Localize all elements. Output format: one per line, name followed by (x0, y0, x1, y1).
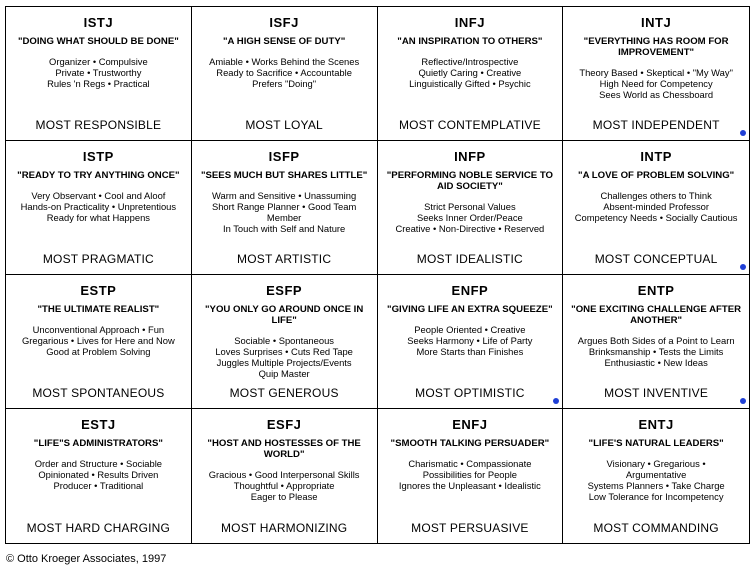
type-motto: "A HIGH SENSE OF DUTY" (222, 36, 346, 47)
type-traits (381, 324, 560, 357)
type-motto: "READY TO TRY ANYTHING ONCE" (17, 170, 180, 181)
trait-line: Possibilities for People (422, 469, 518, 480)
type-cell-intp (563, 141, 749, 275)
type-traits (195, 469, 374, 502)
type-traits (9, 56, 188, 89)
trait-line: Juggles Multiple Projects/Events (216, 357, 352, 368)
trait-line: Gracious • Good Interpersonal Skills (208, 469, 360, 480)
type-motto: "SEES MUCH BUT SHARES LITTLE" (200, 170, 368, 181)
type-motto: "EVERYTHING HAS ROOM FOR IMPROVEMENT" (583, 36, 729, 58)
type-cell-entj (563, 409, 749, 543)
type-traits (381, 56, 560, 89)
type-traits (566, 190, 746, 223)
type-most-label: MOST SPONTANEOUS (32, 386, 165, 400)
type-traits (566, 458, 746, 502)
trait-line: Rules 'n Regs • Practical (47, 78, 150, 89)
trait-line: Ready for what Happens (46, 212, 150, 223)
type-traits (195, 335, 374, 379)
trait-line: Seeks Harmony • Life of Party (407, 335, 533, 346)
type-motto: "HOST AND HOSTESSES OF THE WORLD" (207, 438, 361, 460)
trait-line: Order and Structure • Sociable (34, 458, 163, 469)
trait-line: Private • Trustworthy (55, 67, 142, 78)
type-code: INTJ (641, 15, 672, 30)
type-traits (566, 335, 746, 368)
trait-line: More Starts than Finishes (416, 346, 524, 357)
type-most-label: MOST HARD CHARGING (26, 521, 171, 535)
trait-line: Brinksmanship • Tests the Limits (588, 346, 724, 357)
trait-line: Seeks Inner Order/Peace (416, 212, 523, 223)
type-most-label: MOST INVENTIVE (604, 386, 709, 400)
trait-line: Argues Both Sides of a Point to Learn (577, 335, 735, 346)
trait-line: Prefers "Doing" (252, 78, 317, 89)
trait-line: Low Tolerance for Incompetency (588, 491, 724, 502)
type-traits (9, 458, 188, 491)
type-motto: "PERFORMING NOBLE SERVICE TO AID SOCIETY" (386, 170, 553, 192)
type-motto: "THE ULTIMATE REALIST" (37, 304, 160, 315)
trait-line: Quietly Caring • Creative (418, 67, 522, 78)
type-code: ENFP (451, 283, 489, 298)
type-most-label: MOST ARTISTIC (237, 252, 332, 266)
type-code: ISTJ (83, 15, 114, 30)
blue-dot-mark (740, 130, 746, 136)
trait-line: Hands-on Practicality • Unpretentious (20, 201, 177, 212)
trait-line: Challenges others to Think (600, 190, 712, 201)
type-cell-istp (6, 141, 192, 275)
trait-line: Gregarious • Lives for Here and Now (21, 335, 175, 346)
type-cell-enfp (378, 275, 564, 409)
type-code: ISTP (82, 149, 114, 164)
type-cell-isfp (192, 141, 378, 275)
trait-line: Argumentative (625, 469, 687, 480)
type-most-label: MOST CONTEMPLATIVE (398, 118, 541, 132)
type-code: ISFP (268, 149, 300, 164)
trait-line: Warm and Sensitive • Unassuming (212, 190, 357, 201)
type-code: INTP (640, 149, 672, 164)
type-most-label: MOST INDEPENDENT (592, 118, 720, 132)
trait-line: Organizer • Compulsive (49, 56, 148, 67)
type-most-label: MOST RESPONSIBLE (35, 118, 162, 132)
type-code: INFJ (454, 15, 485, 30)
trait-line: Visionary • Gregarious • (606, 458, 706, 469)
type-traits (381, 201, 560, 234)
type-traits (195, 56, 374, 89)
trait-line: Charismatic • Compassionate (408, 458, 532, 469)
type-cell-isfj (192, 7, 378, 141)
type-motto: "DOING WHAT SHOULD BE DONE" (17, 36, 179, 47)
type-motto: "AN INSPIRATION TO OTHERS" (397, 36, 543, 47)
type-motto: "LIFE'S NATURAL LEADERS" (588, 438, 724, 449)
type-code: ESTJ (81, 417, 116, 432)
type-cell-istj (6, 7, 192, 141)
type-table (5, 6, 750, 544)
trait-line: Creative • Non-Directive • Reserved (395, 223, 545, 234)
trait-line: High Need for Competency (599, 78, 713, 89)
type-code: ESFP (266, 283, 303, 298)
trait-line: Opinionated • Results Driven (38, 469, 159, 480)
type-most-label: MOST HARMONIZING (220, 521, 348, 535)
type-cell-infj (378, 7, 564, 141)
trait-line: Ignores the Unpleasant • Idealistic (398, 480, 541, 491)
type-traits (566, 67, 746, 100)
copyright-notice: © Otto Kroeger Associates, 1997 (6, 553, 167, 565)
type-traits (9, 190, 188, 223)
type-most-label: MOST OPTIMISTIC (415, 386, 525, 400)
type-code: ESTP (80, 283, 117, 298)
type-cell-enfj (378, 409, 564, 543)
type-code: INFP (454, 149, 486, 164)
trait-line: Reflective/Introspective (421, 56, 519, 67)
trait-line: Eager to Please (250, 491, 318, 502)
trait-line: Sociable • Spontaneous (234, 335, 334, 346)
trait-line: Producer • Traditional (53, 480, 144, 491)
type-code: ISFJ (269, 15, 299, 30)
trait-line: Thoughtful • Appropriate (233, 480, 335, 491)
trait-line: Member (266, 212, 302, 223)
trait-line: Enthusiastic • New Ideas (604, 357, 708, 368)
type-most-label: MOST LOYAL (245, 118, 323, 132)
trait-line: Absent-minded Professor (603, 201, 710, 212)
trait-line: Linguistically Gifted • Psychic (409, 78, 531, 89)
trait-line: Short Range Planner • Good Team (211, 201, 357, 212)
type-cell-estj (6, 409, 192, 543)
type-cell-entp (563, 275, 749, 409)
trait-line: Amiable • Works Behind the Scenes (209, 56, 360, 67)
trait-line: Very Observant • Cool and Aloof (31, 190, 166, 201)
trait-line: Competency Needs • Socially Cautious (574, 212, 738, 223)
trait-line: Loves Surprises • Cuts Red Tape (215, 346, 353, 357)
trait-line: People Oriented • Creative (414, 324, 526, 335)
trait-line: Theory Based • Skeptical • "My Way" (579, 67, 733, 78)
type-cell-esfj (192, 409, 378, 543)
type-motto: "ONE EXCITING CHALLENGE AFTER ANOTHER" (571, 304, 742, 326)
type-most-label: MOST COMMANDING (593, 521, 719, 535)
trait-line: Unconventional Approach • Fun (32, 324, 165, 335)
type-code: ENFJ (452, 417, 488, 432)
blue-dot-mark (740, 398, 746, 404)
type-traits (9, 324, 188, 357)
type-cell-infp (378, 141, 564, 275)
type-most-label: MOST CONCEPTUAL (594, 252, 718, 266)
trait-line: In Touch with Self and Nature (222, 223, 346, 234)
trait-line: Quip Master (258, 368, 310, 379)
trait-line: Good at Problem Solving (46, 346, 151, 357)
type-motto: "SMOOTH TALKING PERSUADER" (390, 438, 550, 449)
type-cell-esfp (192, 275, 378, 409)
blue-dot-mark (553, 398, 559, 404)
type-most-label: MOST PRAGMATIC (42, 252, 154, 266)
trait-line: Strict Personal Values (424, 201, 516, 212)
trait-line: Sees World as Chessboard (599, 89, 714, 100)
blue-dot-mark (740, 264, 746, 270)
type-motto: "A LOVE OF PROBLEM SOLVING" (578, 170, 735, 181)
type-cell-estp (6, 275, 192, 409)
type-code: ENTJ (638, 417, 674, 432)
type-code: ESFJ (266, 417, 302, 432)
type-traits (381, 458, 560, 491)
type-motto: "YOU ONLY GO AROUND ONCE IN LIFE" (205, 304, 364, 326)
type-most-label: MOST PERSUASIVE (411, 521, 529, 535)
type-cell-intj (563, 7, 749, 141)
type-most-label: MOST IDEALISTIC (416, 252, 523, 266)
type-traits (195, 190, 374, 234)
type-most-label: MOST GENEROUS (229, 386, 339, 400)
type-code: ENTP (637, 283, 675, 298)
type-motto: "LIFE"S ADMINISTRATORS" (33, 438, 163, 449)
type-motto: "GIVING LIFE AN EXTRA SQUEEZE" (387, 304, 553, 315)
trait-line: Ready to Sacrifice • Accountable (216, 67, 352, 78)
trait-line: Systems Planners • Take Charge (587, 480, 725, 491)
